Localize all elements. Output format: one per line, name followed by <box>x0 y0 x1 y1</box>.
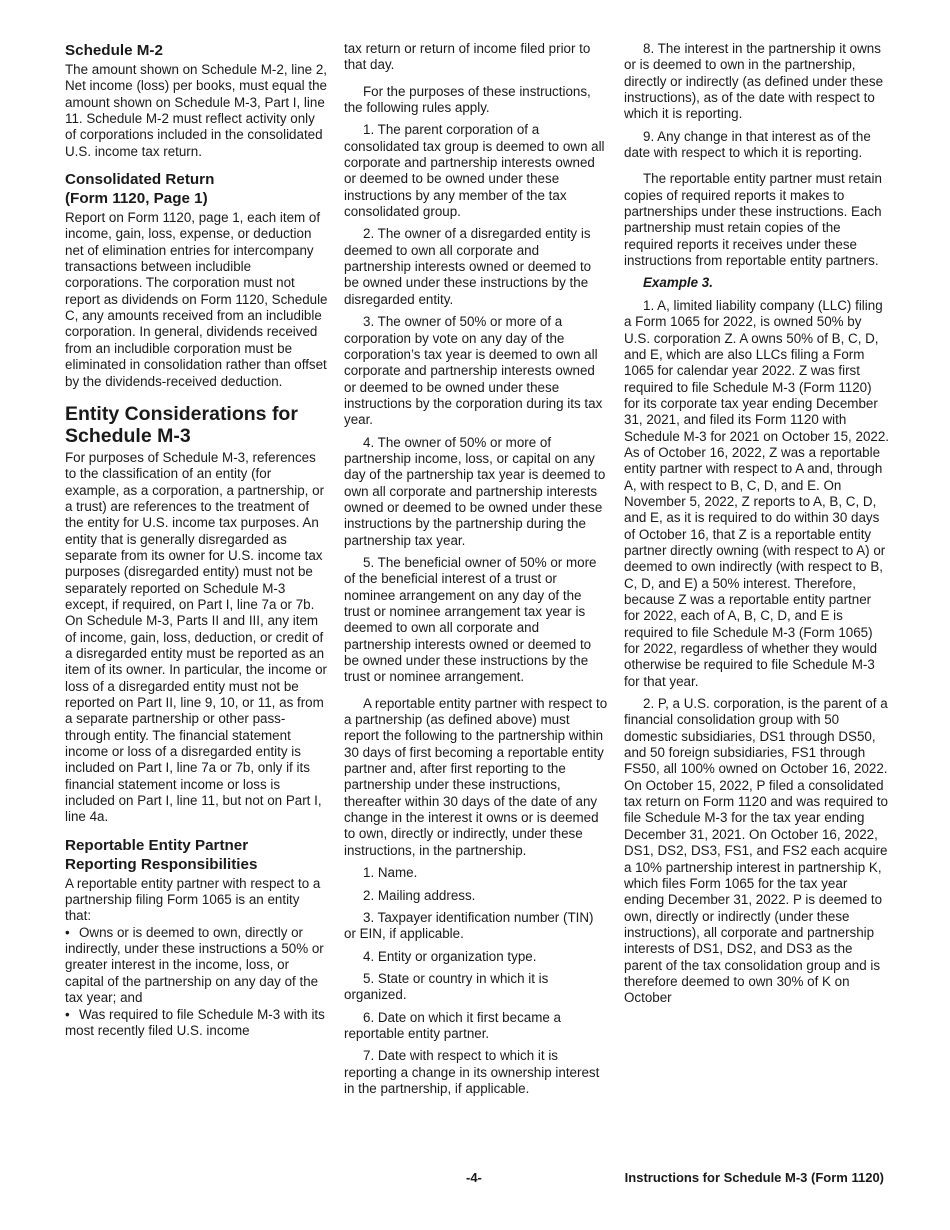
report-item: 8. The interest in the partnership it owns or is deemed to own in the partnership, directly or indirectly (as defined under these instructions), as of the date with respect to which it is reporting. <box>624 41 884 122</box>
heading-line: Reportable Entity Partner <box>65 836 249 854</box>
report-item: 7. Date with respect to which it is reporting a change in its ownership interest in the partnership, if applicable. <box>344 1048 600 1096</box>
rule-item: 5. The beneficial owner of 50% or more of the beneficial interest of a trust or nominee arrangement on any day of the trust or nominee arrangement tax year is deemed to own all corporate and partnership interests owned or deemed to be owned under these instructions by the trust or nominee arrangement. <box>344 554 597 685</box>
example-heading: Example 3. <box>643 275 713 291</box>
rule-item: 2. The owner of a disregarded entity is deemed to own all corporate and partnership interests owned or deemed to be owned under these instructions by the disregarded entity. <box>344 226 592 307</box>
paragraph-retain-copies: The reportable entity partner must retain copies of required reports it makes to partnerships under these instructions. Each partnership must retain copies of the required reports it receives under these instructions from reportable entity partners. <box>624 171 882 269</box>
heading-schedule-m2: Schedule M-2 <box>65 42 163 59</box>
column-1 <box>65 41 328 1039</box>
bullet-item <box>65 925 328 1007</box>
paragraph-schedule-m2: The amount shown on Schedule M-2, line 2, Net income (loss) per books, must equal the amount shown on Schedule M-3, Part I, line 11. Schedule M-2 must reflect activity only of corporations included in the consolidated U.S. income tax return. <box>65 62 328 159</box>
paragraph-consolidated-return: Report on Form 1120, page 1, each item of income, gain, loss, expense, or deduction net of elimination entries for intercompany transactions between includible corporations. The corporation must not report as dividends on Form 1120, Schedule C, any amounts received from an includible corporation. In general, dividends received from an includible corporation must be eliminated in consolidation rather than offset by the dividends-received deduction. <box>65 210 328 389</box>
report-item: 4. Entity or organization type. <box>363 948 537 964</box>
rule-item: 1. The parent corporation of a consolidated tax group is deemed to own all corporate and partnership interests owned or deemed to be owned under these instructions by any member of the tax consolidated group. <box>344 122 605 220</box>
column-2 <box>344 41 608 1103</box>
heading-entity-considerations <box>65 403 328 448</box>
bullet-glyph: • <box>65 924 70 940</box>
report-item: 3. Taxpayer identification number (TIN) or EIN, if applicable. <box>344 909 594 942</box>
heading-line: Schedule M-3 <box>65 425 191 448</box>
paragraph-reportable-intro: A reportable entity partner with respect to a partnership filing Form 1065 is an entity that: <box>65 875 321 924</box>
page-number: -4- <box>466 1170 482 1185</box>
heading-line: Reporting Responsibilities <box>65 855 258 873</box>
bullet-text: Owns or is deemed to own, directly or indirectly, under these instructions a 50% or greater interest in the income, loss, or capital of the partnership on any day of the tax year; and <box>65 924 324 1006</box>
heading-consolidated-return <box>65 170 328 208</box>
report-item: 2. Mailing address. <box>363 887 476 903</box>
bullet-text: Was required to file Schedule M-3 with its most recently filed U.S. income <box>65 1006 325 1038</box>
paragraph-entity-considerations: For purposes of Schedule M-3, references to the classification of an entity (for example, as a corporation, a partnership, or a trust) are references to the treatment of the entity for U.S. income tax purposes. An entity that is generally disregarded as separate from its owner for U.S. income tax purposes (disregarded entity) must not be separately reported on Schedule M-3 except, if required, on Part I, line 7a or 7b. On Schedule M-3, Parts II and III, any item of income, gain, loss, deduction, or credit of a disregarded entity must be reported as an item of its owner. In particular, the income or loss of a disregarded entity must not be reported on Part II, line 9, 10, or 11, as from a separate partnership or other pass-through entity. The financial statement income or loss of a disregarded entity is included on Part I, line 7a or 7b, only if its financial statement income or loss is included on Part I, line 11, but not on Part I, line 4a. <box>65 449 327 825</box>
bullet-item <box>65 1007 328 1040</box>
rule-item: 4. The owner of 50% or more of partnership income, loss, or capital on any day of the partnership tax year is deemed to own all corporate and partnership interests owned or deemed to be owned under these instructions by the partnership during the partnership tax year. <box>344 434 606 548</box>
report-item: 6. Date on which it first became a reportable entity partner. <box>344 1009 561 1041</box>
column-3 <box>624 41 890 1013</box>
heading-reportable-entity-partner <box>65 836 328 874</box>
example-item: 1. A, limited liability company (LLC) filing a Form 1065 for 2022, is owned 50% by U.S. corporation Z. A owns 50% of B, C, D, and E, which are also LLCs filing a Form 1065 for calendar year 2022. Z was first required to file Schedule M-3 (Form 1120) for its corporate tax year ending December 31, 2021, and filed its Form 1120 with Schedule M-3 for 2021 on October 15, 2022. As of October 16, 2022, Z was a reportable entity partner with respect to A and, through A, with respect to B, C, D, and E. On November 5, 2022, Z reports to A, B, C, D, and E, as it is required to do within 30 days of October 16, that Z is a reportable entity partner directly owning (with respect to A) or deemed to own indirectly (with respect to B, C, D, and E) a 50% interest. Therefore, because Z was a reportable entity partner for 2022, each of A, B, C, D, and E is required to file Schedule M-3 (Form 1065) for 2022, regardless of whether they would otherwise be required to file Schedule M-3 for that year. <box>624 297 890 689</box>
paragraph-report-intro: A reportable entity partner with respect to a partnership (as defined above) must report the following to the partnership within 30 days of first becoming a reportable entity partner and, after first reporting to the partnership under these instructions, thereafter within 30 days of the date of any change in the interest it owns or is deemed to own, directly or indirectly, under these instructions, in the partnership. <box>344 695 608 858</box>
bullet-glyph: • <box>65 1006 70 1022</box>
heading-line: (Form 1120, Page 1) <box>65 190 208 208</box>
heading-line: Entity Considerations for <box>65 402 298 425</box>
report-item: 1. Name. <box>363 865 418 881</box>
footer-title: Instructions for Schedule M-3 (Form 1120) <box>624 1170 884 1185</box>
paragraph-continuation: tax return or return of income filed prior to that day. <box>344 41 591 73</box>
heading-line: Consolidated Return <box>65 171 215 189</box>
example-item: 2. P, a U.S. corporation, is the parent of a financial consolidation group with 50 domestic subsidiaries, DS1 through DS50, and 50 foreign subsidiaries, FS1 through FS50, all 100% owned on October 16, 2022. On October 15, 2022, P filed a consolidated tax return on Form 1120 and was required to file Schedule M-3 for the tax year ending December 31, 2021. On October 16, 2022, DS1, DS2, DS3, FS1, and FS2 each acquire a 10% partnership interest in partnership K, which files Form 1065 for the tax year ending December 31, 2022. P is deemed to own, directly or indirectly (under these instructions), all corporate and partnership interests of DS1, DS2, and DS3 as the parent of the tax consolidation group and is therefore deemed to own 30% of K on October <box>624 696 888 1006</box>
rule-item: 3. The owner of 50% or more of a corporation by vote on any day of the corporation’s tax year is deemed to own all corporate and partnership interests owned or deemed to be owned under these instructions by the corporation during its tax year. <box>344 314 603 428</box>
report-item: 5. State or country in which it is organized. <box>344 970 549 1003</box>
paragraph-rules-intro: For the purposes of these instructions, the following rules apply. <box>344 83 591 116</box>
report-item: 9. Any change in that interest as of the date with respect to which it is reporting. <box>624 128 871 161</box>
